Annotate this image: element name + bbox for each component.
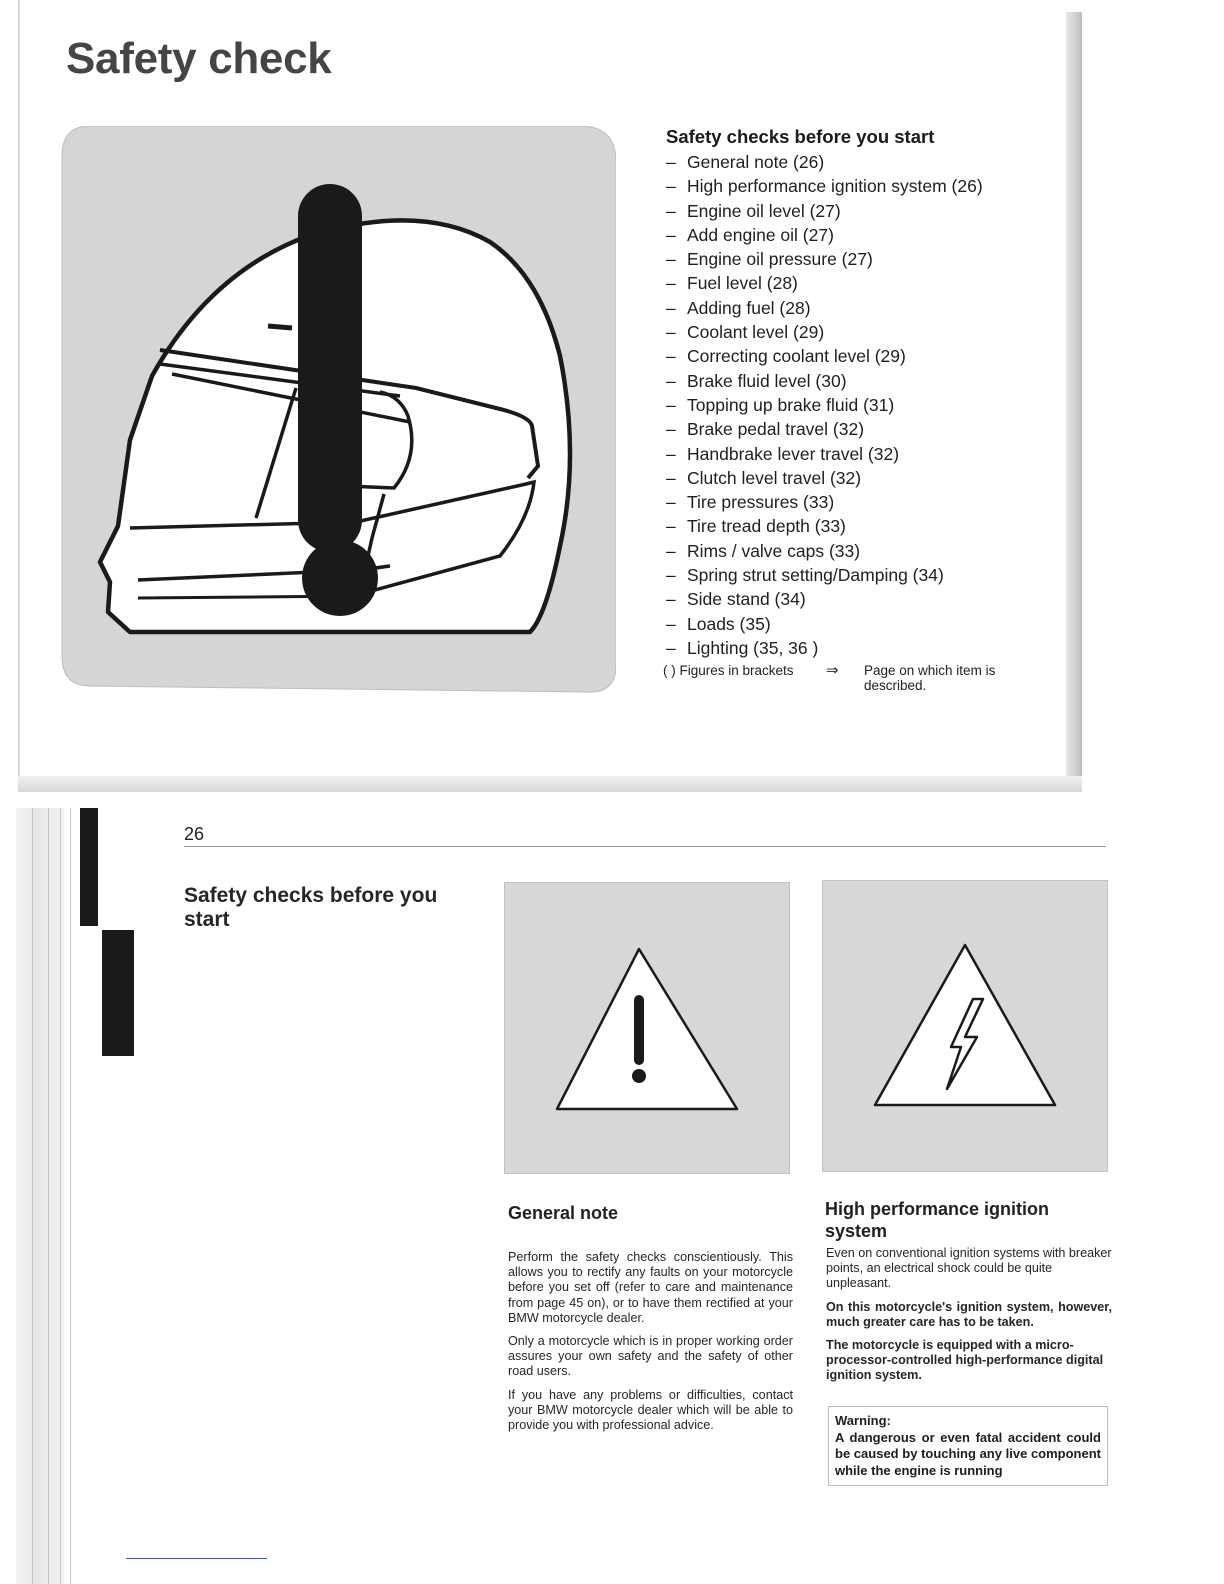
contents-item-label: Clutch level travel (32) bbox=[687, 467, 862, 488]
contents-item-label: Adding fuel (28) bbox=[687, 297, 811, 318]
ignition-body bbox=[826, 1246, 1112, 1392]
contents-item bbox=[666, 369, 1056, 393]
contents-item-dash: – bbox=[666, 443, 676, 464]
general-note-paragraph: If you have any problems or difficulties, contact your BMW motorcycle dealer which will be able to provide you with professional advice. bbox=[508, 1387, 793, 1433]
warning-triangle-icon bbox=[557, 949, 737, 1109]
contents-item-dash: – bbox=[666, 394, 676, 415]
binding-edge bbox=[16, 808, 64, 1584]
contents-item-dash: – bbox=[666, 249, 676, 270]
binding-line bbox=[48, 808, 49, 1584]
contents-heading: Safety checks before you start bbox=[666, 126, 935, 147]
general-warning-illustration bbox=[504, 882, 790, 1174]
contents-item-dash: – bbox=[666, 224, 676, 245]
thumb-index-tab bbox=[102, 930, 134, 1056]
contents-item-dash: – bbox=[666, 322, 676, 343]
helmet-exclamation-illustration bbox=[60, 126, 616, 694]
contents-item-dash: – bbox=[666, 297, 676, 318]
warning-label: Warning: bbox=[835, 1413, 891, 1428]
contents-item bbox=[666, 636, 1056, 660]
contents-item bbox=[666, 296, 1056, 320]
page-number: 26 bbox=[184, 824, 205, 844]
contents-item bbox=[666, 417, 1056, 441]
contents-item-dash: – bbox=[666, 152, 676, 172]
contents-item bbox=[666, 490, 1056, 514]
contents-item-dash: – bbox=[666, 200, 676, 221]
contents-item-label: Add engine oil (27) bbox=[687, 224, 834, 245]
contents-legend bbox=[663, 662, 1056, 697]
binding-line bbox=[32, 808, 33, 1584]
contents-item-label: Handbrake lever travel (32) bbox=[687, 443, 900, 464]
legend-brackets-note: ( ) Figures in brackets bbox=[663, 663, 794, 679]
ignition-paragraph: Even on conventional ignition systems with breaker points, an electrical shock could be quite unpleasant. bbox=[826, 1246, 1112, 1291]
contents-item-dash: – bbox=[666, 176, 676, 197]
contents-item-label: Fuel level (28) bbox=[687, 273, 798, 294]
ignition-paragraph: On this motorcycle's ignition system, however, much greater care has to be taken. bbox=[826, 1299, 1112, 1329]
contents-item-label: Spring strut setting/Damping (34) bbox=[687, 565, 944, 586]
exclamation-dot-icon bbox=[302, 540, 378, 616]
contents-item-dash: – bbox=[666, 565, 676, 586]
contents-list bbox=[666, 150, 1056, 660]
contents-item bbox=[666, 514, 1056, 538]
contents-item bbox=[666, 539, 1056, 563]
contents-item-label: Correcting coolant level (29) bbox=[687, 346, 906, 367]
contents-item-label: Engine oil level (27) bbox=[687, 200, 841, 221]
contents-item-dash: – bbox=[666, 467, 676, 488]
contents-item-label: Lighting (35, 36 ) bbox=[687, 637, 819, 658]
contents-item bbox=[666, 587, 1056, 611]
contents-item-label: Rims / valve caps (33) bbox=[687, 540, 861, 561]
contents-item-label: General note (26) bbox=[687, 152, 825, 172]
contents-item-dash: – bbox=[666, 346, 676, 367]
legend-page-note: Page on which item is described. bbox=[864, 663, 996, 694]
contents-item bbox=[666, 442, 1056, 466]
contents-item bbox=[666, 199, 1056, 223]
contents-item bbox=[666, 150, 1056, 174]
contents-item bbox=[666, 612, 1056, 636]
contents-item-label: Tire pressures (33) bbox=[687, 492, 835, 513]
contents-item bbox=[666, 247, 1056, 271]
footnote-rule bbox=[126, 1558, 267, 1559]
contents-item bbox=[666, 563, 1056, 587]
contents-item-label: Topping up brake fluid (31) bbox=[687, 394, 895, 415]
general-note-paragraph: Only a motorcycle which is in proper working order assures your own safety and the safety of other road users. bbox=[508, 1334, 793, 1379]
ignition-paragraph: The motorcycle is equipped with a micro-processor-controlled high-performance digital ignition system. bbox=[826, 1338, 1104, 1383]
contents-item-dash: – bbox=[666, 589, 676, 610]
contents-item bbox=[666, 223, 1056, 247]
contents-item-dash: – bbox=[666, 492, 676, 513]
contents-item-label: Tire tread depth (33) bbox=[687, 516, 846, 537]
header-rule bbox=[184, 846, 1106, 847]
contents-item bbox=[666, 271, 1056, 295]
contents-item-label: Side stand (34) bbox=[687, 589, 806, 610]
general-note-paragraph: Perform the safety checks conscientiously. This allows you to rectify any faults on your motorcycle before you set off (refer to care and maintenance from page 45 on), or to have them rectified at your BMW motorcycle dealer. bbox=[508, 1250, 793, 1325]
high-voltage-illustration bbox=[822, 880, 1108, 1172]
ignition-warning-box bbox=[828, 1406, 1108, 1486]
contents-item-label: Brake fluid level (30) bbox=[687, 370, 847, 391]
contents-item bbox=[666, 466, 1056, 490]
contents-item-label: Brake pedal travel (32) bbox=[687, 419, 865, 440]
exclamation-bar-icon bbox=[298, 184, 362, 552]
contents-item-dash: – bbox=[666, 613, 676, 634]
contents-item bbox=[666, 320, 1056, 344]
page-bottom-shadow bbox=[18, 776, 1082, 792]
contents-item-dash: – bbox=[666, 516, 676, 537]
contents-item bbox=[666, 393, 1056, 417]
contents-item-dash: – bbox=[666, 370, 676, 391]
contents-item-label: High performance ignition system (26) bbox=[687, 176, 983, 197]
contents-item bbox=[666, 174, 1056, 198]
thumb-index-tab bbox=[80, 808, 98, 926]
contents-item-dash: – bbox=[666, 637, 676, 658]
ignition-title: High performance ignition system bbox=[825, 1199, 1050, 1241]
contents-item-dash: – bbox=[666, 273, 676, 294]
section-title: Safety checks before you start bbox=[184, 884, 438, 931]
page-edge-shadow bbox=[1066, 12, 1082, 792]
chapter-contents bbox=[663, 126, 1056, 697]
exclamation-dot-icon bbox=[632, 1069, 646, 1083]
contents-item bbox=[666, 344, 1056, 368]
contents-item-label: Coolant level (29) bbox=[687, 322, 825, 343]
helmet-vent-mark bbox=[268, 326, 292, 328]
general-note-title: General note bbox=[508, 1203, 619, 1223]
general-note-body bbox=[508, 1250, 793, 1441]
contents-item-label: Loads (35) bbox=[687, 613, 771, 634]
warning-text: A dangerous or even fatal accident could be caused by touching any live component while the engine is running bbox=[835, 1429, 1101, 1478]
chapter-title: Safety check bbox=[66, 34, 332, 83]
contents-item-dash: – bbox=[666, 540, 676, 561]
legend-arrow-icon: ⇒ bbox=[826, 662, 839, 680]
exclamation-icon bbox=[634, 995, 644, 1065]
binding-line bbox=[70, 808, 71, 1584]
contents-item-label: Engine oil pressure (27) bbox=[687, 249, 873, 270]
contents-item-dash: – bbox=[666, 419, 676, 440]
binding-line bbox=[60, 808, 61, 1584]
